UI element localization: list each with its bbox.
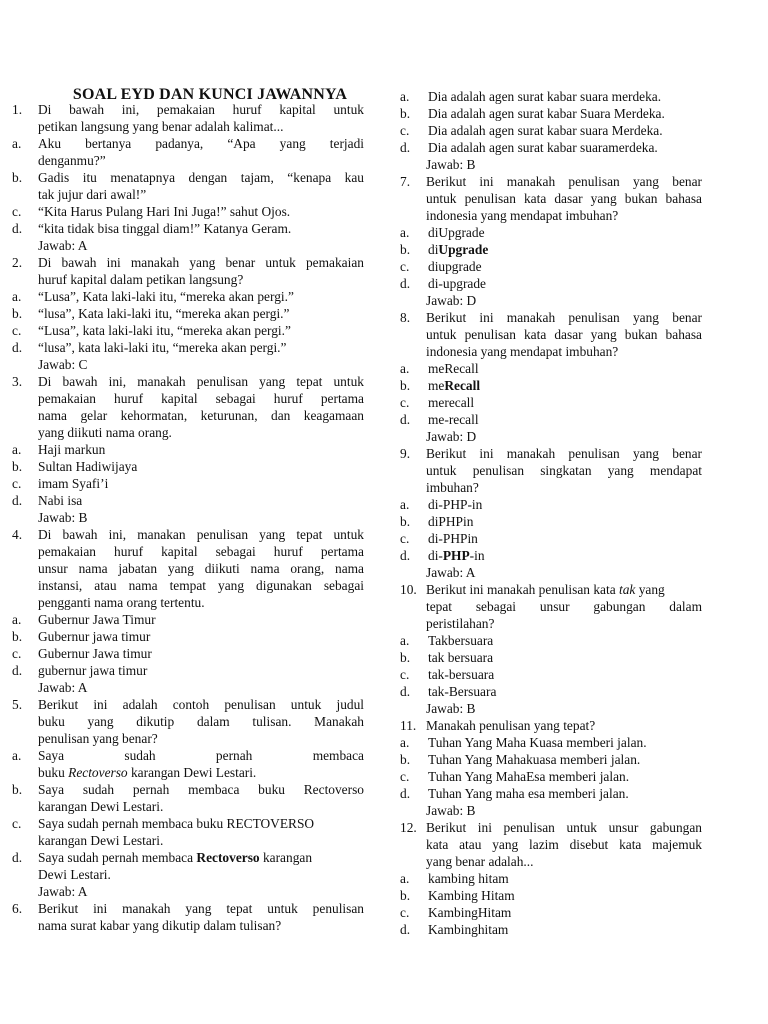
text-run: peristilahan?	[426, 616, 495, 631]
text-run: Di bawah ini, manakan penulisan yang tepat untuk	[38, 527, 364, 542]
text-run: “Lusa”, Kata laki-laki itu, “mereka akan pergi.”	[38, 289, 294, 304]
line-text	[38, 169, 364, 186]
line-text	[426, 802, 702, 819]
item-marker: 2.	[12, 255, 23, 270]
text-run: pengganti nama orang tertentu.	[38, 595, 205, 610]
text-run: Tuhan Yang Mahakuasa memberi jalan.	[428, 752, 641, 767]
line-text	[428, 275, 702, 292]
text-run: instansi, atau nama tempat yang digunakan sebagai	[38, 578, 364, 593]
text-run: di-PHPin	[428, 531, 478, 546]
line-text	[38, 526, 364, 543]
item-marker: a.	[400, 89, 410, 104]
text-run: Haji markun	[38, 442, 106, 457]
line-text	[38, 203, 364, 220]
text-run: Berikut ini manakah penulisan yang benar	[426, 310, 702, 325]
item-marker: c.	[12, 816, 22, 831]
item-marker: c.	[12, 204, 22, 219]
line-text	[38, 713, 364, 730]
item-marker: 4.	[12, 527, 23, 542]
text-run: Jawab: D	[426, 293, 477, 308]
item-marker: a.	[12, 289, 22, 304]
line-text	[38, 424, 364, 441]
line-text	[428, 530, 702, 547]
text-run: Di bawah ini, manakah penulisan yang tepat untuk	[38, 374, 364, 389]
item-marker: 1.	[12, 102, 23, 117]
line-text	[426, 615, 702, 632]
text-run: diPHPin	[428, 514, 474, 529]
text-run: Dia adalah agen surat kabar Suara Merdeka.	[428, 106, 665, 121]
item-marker: 11.	[400, 718, 417, 733]
line-text	[426, 343, 702, 360]
line-text	[38, 509, 364, 526]
text-run: Berikut ini manakah yang tepat untuk penulisan	[38, 901, 364, 916]
item-marker: d.	[12, 340, 23, 355]
line-text	[38, 135, 364, 152]
text-run: imbuhan?	[426, 480, 479, 495]
item-marker: d.	[12, 221, 23, 236]
item-marker: 5.	[12, 697, 23, 712]
text-run: tepat sebagai unsur gabungan dalam	[426, 599, 702, 614]
text-run: unsur nama jabatan yang diikuti nama orang, nama	[38, 561, 364, 576]
text-run: Saya sudah pernah membaca	[38, 748, 364, 763]
bold-text: Rectoverso	[196, 850, 260, 865]
item-marker: a.	[400, 361, 410, 376]
text-run: nama gelar kehormatan, keturunan, dan keagamaan	[38, 408, 364, 423]
line-text	[426, 156, 702, 173]
text-run: yang	[635, 582, 665, 597]
item-marker: b.	[12, 306, 23, 321]
line-text	[38, 237, 364, 254]
item-marker: 10.	[400, 582, 417, 597]
text-run: penulisan yang benar?	[38, 731, 158, 746]
text-run: untuk penulisan kata dasar yang bukan bahasa	[426, 191, 702, 206]
line-text	[38, 152, 364, 169]
text-run: tak jujur dari awal!”	[38, 187, 147, 202]
line-text	[428, 785, 702, 802]
line-text	[38, 492, 364, 509]
text-run: Kambinghitam	[428, 922, 509, 937]
item-marker: c.	[400, 905, 410, 920]
line-text	[428, 241, 702, 258]
line-text	[426, 479, 702, 496]
text-run: Berikut ini adalah contoh penulisan untuk judul	[38, 697, 364, 712]
item-marker: a.	[400, 633, 410, 648]
text-run: “lusa”, kata laki-laki itu, “mereka akan pergi.”	[38, 340, 287, 355]
item-marker: d.	[400, 786, 411, 801]
line-text	[428, 377, 702, 394]
item-marker: b.	[400, 378, 411, 393]
text-run: buku yang dikutip dalam tulisan. Manakah	[38, 714, 364, 729]
line-text	[428, 734, 702, 751]
text-run: nama surat kabar yang dikutip dalam tulisan?	[38, 918, 282, 933]
text-run: Gadis itu menatapnya dengan tajam, “kenapa kau	[38, 170, 364, 185]
text-run: pemakaian huruf kapital sebagai huruf pertama	[38, 391, 364, 406]
item-marker: c.	[12, 646, 22, 661]
item-marker: c.	[400, 769, 410, 784]
item-marker: 12.	[400, 820, 417, 835]
line-text	[426, 853, 702, 870]
text-run: Jawab: A	[426, 565, 476, 580]
line-text	[428, 887, 702, 904]
line-text	[38, 611, 364, 628]
text-run: Jawab: D	[426, 429, 477, 444]
item-marker: b.	[12, 782, 23, 797]
line-text	[426, 445, 702, 462]
line-text	[38, 866, 364, 883]
text-run: karangan Dewi Lestari.	[38, 799, 164, 814]
text-run: tak-Bersuara	[428, 684, 497, 699]
text-run: Jawab: A	[38, 884, 88, 899]
line-text	[428, 768, 702, 785]
line-text	[428, 921, 702, 938]
text-run: Dewi Lestari.	[38, 867, 111, 882]
line-text	[426, 700, 702, 717]
line-text	[428, 666, 702, 683]
line-text	[428, 683, 702, 700]
line-text	[38, 849, 364, 866]
line-text	[38, 118, 364, 135]
line-text	[38, 458, 364, 475]
page-title: SOAL EYD DAN KUNCI JAWANNYA	[72, 86, 348, 103]
item-marker: c.	[400, 667, 410, 682]
line-text	[426, 190, 702, 207]
text-run: Saya sudah pernah membaca buku RECTOVERSO	[38, 816, 315, 831]
bold-text: PHP	[442, 548, 470, 563]
line-text	[38, 305, 364, 322]
item-marker: a.	[12, 442, 22, 457]
text-run: yang diikuti nama orang.	[38, 425, 172, 440]
text-run: Dia adalah agen surat kabar suara merdeka.	[428, 89, 662, 104]
line-text	[426, 326, 702, 343]
item-marker: c.	[12, 476, 22, 491]
text-run: Jawab: B	[426, 803, 476, 818]
text-run: Berikut ini penulisan untuk unsur gabungan	[426, 820, 702, 835]
line-text	[426, 309, 702, 326]
line-text	[426, 581, 702, 598]
text-run: Berikut ini manakah penulisan kata	[426, 582, 619, 597]
text-run: pemakaian huruf kapital sebagai huruf pertama	[38, 544, 364, 559]
text-run: yang benar adalah...	[426, 854, 534, 869]
line-text	[38, 339, 364, 356]
line-text	[38, 815, 364, 832]
text-run: Jawab: A	[38, 238, 88, 253]
item-marker: a.	[400, 225, 410, 240]
text-run: meRecall	[428, 361, 479, 376]
line-text	[428, 224, 702, 241]
text-run: Di bawah ini manakah yang benar untuk pemakaian	[38, 255, 364, 270]
line-text	[38, 356, 364, 373]
line-text	[426, 564, 702, 581]
line-text	[38, 186, 364, 203]
line-text	[38, 577, 364, 594]
text-run: di	[428, 242, 439, 257]
item-marker: a.	[12, 136, 22, 151]
line-text	[426, 717, 702, 734]
item-marker: d.	[400, 684, 411, 699]
text-run: Jawab: B	[426, 157, 476, 172]
item-marker: d.	[12, 850, 23, 865]
item-marker: d.	[400, 922, 411, 937]
line-text	[426, 207, 702, 224]
item-marker: c.	[400, 123, 410, 138]
line-text	[38, 101, 364, 118]
line-text	[428, 411, 702, 428]
line-text	[38, 798, 364, 815]
item-marker: c.	[400, 395, 410, 410]
item-marker: d.	[12, 663, 23, 678]
line-text	[426, 462, 702, 479]
item-marker: a.	[12, 612, 22, 627]
bold-text: Recall	[444, 378, 481, 393]
text-run: gubernur jawa timur	[38, 663, 148, 678]
line-text	[428, 751, 702, 768]
line-text	[428, 122, 702, 139]
text-run: denganmu?”	[38, 153, 106, 168]
line-text	[38, 662, 364, 679]
item-marker: d.	[400, 276, 411, 291]
item-marker: a.	[400, 497, 410, 512]
text-run: Takbersuara	[428, 633, 494, 648]
text-run: untuk penulisan singkatan yang mendapat	[426, 463, 702, 478]
line-text	[38, 475, 364, 492]
text-run: Tuhan Yang Maha Kuasa memberi jalan.	[428, 735, 647, 750]
line-text	[428, 394, 702, 411]
item-marker: 6.	[12, 901, 23, 916]
italic-text: Rectoverso	[68, 765, 128, 780]
line-text	[38, 594, 364, 611]
text-run: Gubernur jawa timur	[38, 629, 151, 644]
text-run: “Lusa”, kata laki-laki itu, “mereka akan pergi.”	[38, 323, 291, 338]
item-marker: a.	[400, 871, 410, 886]
item-marker: b.	[12, 629, 23, 644]
text-run: indonesia yang mendapat imbuhan?	[426, 208, 619, 223]
text-run: kambing hitam	[428, 871, 509, 886]
text-run: Berikut ini manakah penulisan yang benar	[426, 446, 702, 461]
line-text	[38, 696, 364, 713]
line-text	[428, 547, 702, 564]
line-text	[38, 730, 364, 747]
text-run: imam Syafi’i	[38, 476, 109, 491]
text-run: Jawab: C	[38, 357, 88, 372]
text-run: Saya sudah pernah membaca buku Rectoverso	[38, 782, 364, 797]
line-text	[38, 747, 364, 764]
line-text	[38, 288, 364, 305]
line-text	[38, 679, 364, 696]
text-run: Dia adalah agen surat kabar suara Merdeka.	[428, 123, 663, 138]
line-text	[38, 900, 364, 917]
line-text	[38, 373, 364, 390]
line-text	[38, 628, 364, 645]
item-marker: b.	[12, 170, 23, 185]
text-run: “Kita Harus Pulang Hari Ini Juga!” sahut Ojos.	[38, 204, 291, 219]
item-marker: d.	[400, 140, 411, 155]
text-run: Dia adalah agen surat kabar suaramerdeka.	[428, 140, 658, 155]
item-marker: a.	[12, 748, 22, 763]
item-marker: c.	[400, 259, 410, 274]
text-run: me-recall	[428, 412, 479, 427]
item-marker: d.	[400, 548, 411, 563]
text-run: tak bersuara	[428, 650, 494, 665]
line-text	[38, 560, 364, 577]
text-run: Nabi isa	[38, 493, 83, 508]
item-marker: 8.	[400, 310, 411, 325]
text-run: merecall	[428, 395, 475, 410]
text-run: Berikut ini manakah penulisan yang benar	[426, 174, 702, 189]
text-run: Jawab: B	[38, 510, 88, 525]
line-text	[428, 258, 702, 275]
italic-text: tak	[619, 582, 636, 597]
text-run: di-upgrade	[428, 276, 487, 291]
line-text	[428, 904, 702, 921]
line-text	[38, 254, 364, 271]
text-run: indonesia yang mendapat imbuhan?	[426, 344, 619, 359]
line-text	[38, 322, 364, 339]
text-run: Tuhan Yang maha esa memberi jalan.	[428, 786, 629, 801]
line-text	[38, 781, 364, 798]
item-marker: b.	[400, 242, 411, 257]
item-marker: c.	[400, 531, 410, 546]
line-text	[38, 917, 364, 934]
line-text	[426, 598, 702, 615]
line-text	[426, 836, 702, 853]
line-text	[426, 173, 702, 190]
text-run: diupgrade	[428, 259, 482, 274]
text-run: karangan Dewi Lestari.	[38, 833, 164, 848]
text-run: buku	[38, 765, 69, 780]
text-run: Di bawah ini, pemakaian huruf kapital untuk	[38, 102, 364, 117]
text-run: petikan langsung yang benar adalah kalimat...	[38, 119, 284, 134]
line-text	[428, 496, 702, 513]
text-run: Tuhan Yang MahaEsa memberi jalan.	[428, 769, 630, 784]
text-run: Jawab: A	[38, 680, 88, 695]
text-run: “lusa”, Kata laki-laki itu, “mereka akan pergi.”	[38, 306, 290, 321]
line-text	[428, 870, 702, 887]
item-marker: 7.	[400, 174, 411, 189]
text-run: Gubernur Jawa timur	[38, 646, 152, 661]
line-text	[428, 513, 702, 530]
item-marker: 3.	[12, 374, 23, 389]
item-marker: b.	[400, 752, 411, 767]
line-text	[428, 139, 702, 156]
line-text	[426, 819, 702, 836]
line-text	[38, 271, 364, 288]
text-run: kata atau yang lazim disebut kata majemuk	[426, 837, 702, 852]
text-run: Sultan Hadiwijaya	[38, 459, 138, 474]
line-text	[428, 649, 702, 666]
text-run: Kambing Hitam	[428, 888, 515, 903]
text-run: untuk penulisan kata dasar yang bukan bahasa	[426, 327, 702, 342]
line-text	[38, 832, 364, 849]
text-run: KambingHitam	[428, 905, 512, 920]
item-marker: d.	[400, 412, 411, 427]
text-run: tak-bersuara	[428, 667, 495, 682]
text-run: huruf kapital dalam petikan langsung?	[38, 272, 244, 287]
bold-text: Upgrade	[438, 242, 489, 257]
text-run: Aku bertanya padanya, “Apa yang terjadi	[38, 136, 364, 151]
item-marker: b.	[400, 514, 411, 529]
item-marker: d.	[12, 493, 23, 508]
text-run: Jawab: B	[426, 701, 476, 716]
text-run: diUpgrade	[428, 225, 485, 240]
line-text	[38, 764, 364, 781]
text-run: karangan Dewi Lestari.	[127, 765, 257, 780]
line-text	[38, 883, 364, 900]
text-run: me	[428, 378, 445, 393]
item-marker: b.	[400, 888, 411, 903]
text-run: -in	[469, 548, 485, 563]
line-text	[38, 441, 364, 458]
text-run: “kita tidak bisa tinggal diam!” Katanya Geram.	[38, 221, 292, 236]
item-marker: b.	[400, 106, 411, 121]
line-text	[38, 407, 364, 424]
line-text	[426, 292, 702, 309]
text-run: di-	[428, 548, 443, 563]
item-marker: b.	[400, 650, 411, 665]
line-text	[428, 88, 702, 105]
line-text	[38, 220, 364, 237]
text-run: karangan	[259, 850, 313, 865]
text-run: di-PHP-in	[428, 497, 483, 512]
text-run: Manakah penulisan yang tepat?	[426, 718, 596, 733]
line-text	[38, 645, 364, 662]
item-marker: c.	[12, 323, 22, 338]
text-run: Saya sudah pernah membaca	[38, 850, 197, 865]
line-text	[38, 390, 364, 407]
line-text	[426, 428, 702, 445]
text-run: Gubernur Jawa Timur	[38, 612, 156, 627]
line-text	[428, 360, 702, 377]
line-text	[428, 105, 702, 122]
item-marker: a.	[400, 735, 410, 750]
item-marker: b.	[12, 459, 23, 474]
item-marker: 9.	[400, 446, 411, 461]
line-text	[428, 632, 702, 649]
line-text	[38, 543, 364, 560]
